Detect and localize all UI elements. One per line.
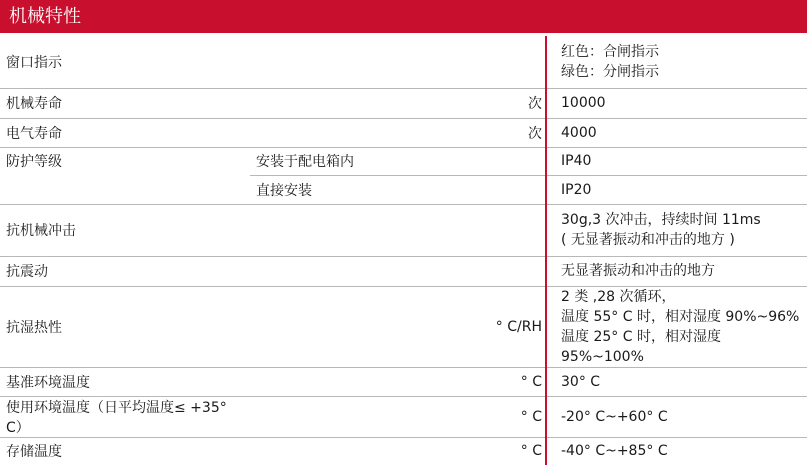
spec-label: 电气寿命 [0,118,250,147]
spec-table [0,36,807,465]
spec-value [546,118,807,147]
spec-sublabel [250,286,394,367]
spec-sublabel [250,256,394,286]
spec-table-body [0,36,807,465]
spec-sublabel [250,204,394,256]
section-header [0,0,807,33]
spec-sublabel [250,118,394,147]
spec-unit: 次 [394,118,546,147]
spec-label: 基准环境温度 [0,367,250,396]
spec-value-line: 4000 [561,124,597,141]
spec-unit: 次 [394,88,546,118]
spec-value-line: IP40 [561,153,592,169]
spec-value [546,147,807,175]
spec-value [546,36,807,88]
spec-sublabel [250,396,394,437]
spec-sublabel: 安装于配电箱内 [250,147,394,175]
spec-value-line: 温度 55° C 时，相对湿度 90%~96% [561,308,800,325]
spec-label: 抗机械冲击 [0,204,250,256]
spec-value-line: 30° C [561,373,601,390]
spec-row [0,396,807,437]
spec-label: 机械寿命 [0,88,250,118]
spec-label: 使用环境温度（日平均温度≤ +35° C） [0,396,250,437]
spec-row [0,286,807,367]
spec-label: 窗口指示 [0,36,250,88]
spec-unit: ° C [394,396,546,437]
spec-unit [394,256,546,286]
spec-value [546,367,807,396]
spec-row [0,88,807,118]
spec-value-line: -40° C~+85° C [561,443,668,460]
spec-value [546,286,807,367]
spec-label: 防护等级 [6,154,62,171]
spec-value [546,396,807,437]
spec-row [0,118,807,147]
spec-row [0,367,807,396]
spec-unit [394,36,546,88]
spec-unit: ° C [394,367,546,396]
spec-value-line: 绿色：分闸指示 [561,63,659,80]
spec-sublabel [250,36,394,88]
spec-unit: ° C/RH [394,286,546,367]
spec-unit [394,175,546,204]
spec-row [0,175,807,204]
spec-value [546,204,807,256]
section-title: 机械特性 [9,6,81,27]
spec-value-line: 10000 [561,95,606,111]
spec-row [0,204,807,256]
spec-value-line: 红色：合闸指示 [561,43,659,60]
spec-sublabel: 直接安装 [250,175,394,204]
spec-sublabel [250,367,394,396]
spec-value-line: 30g,3 次冲击，持续时间 11ms [561,212,761,228]
spec-value [546,256,807,286]
spec-row [0,147,807,175]
spec-unit [394,204,546,256]
spec-label: 存储温度 [6,444,62,461]
spec-value [546,175,807,204]
spec-value-line: IP20 [561,181,592,198]
spec-label [0,175,250,204]
spec-row [0,256,807,286]
spec-row [0,36,807,88]
spec-value-line: 无显著振动和冲击的地方 [561,263,715,279]
spec-value [546,88,807,118]
spec-value-line: 2 类 ,28 次循环， [561,288,676,305]
spec-unit: ° C [520,443,542,460]
spec-value-line: 温度 25° C 时，相对湿度 95%~100% [561,328,721,365]
spec-unit [394,147,546,175]
spec-label: 抗震动 [0,256,250,286]
spec-sublabel [250,88,394,118]
spec-value-line: -20° C~+60° C [561,408,668,425]
spec-label: 抗湿热性 [0,286,250,367]
spec-value-line: ( 无显著振动和冲击的地方 ) [561,232,735,248]
